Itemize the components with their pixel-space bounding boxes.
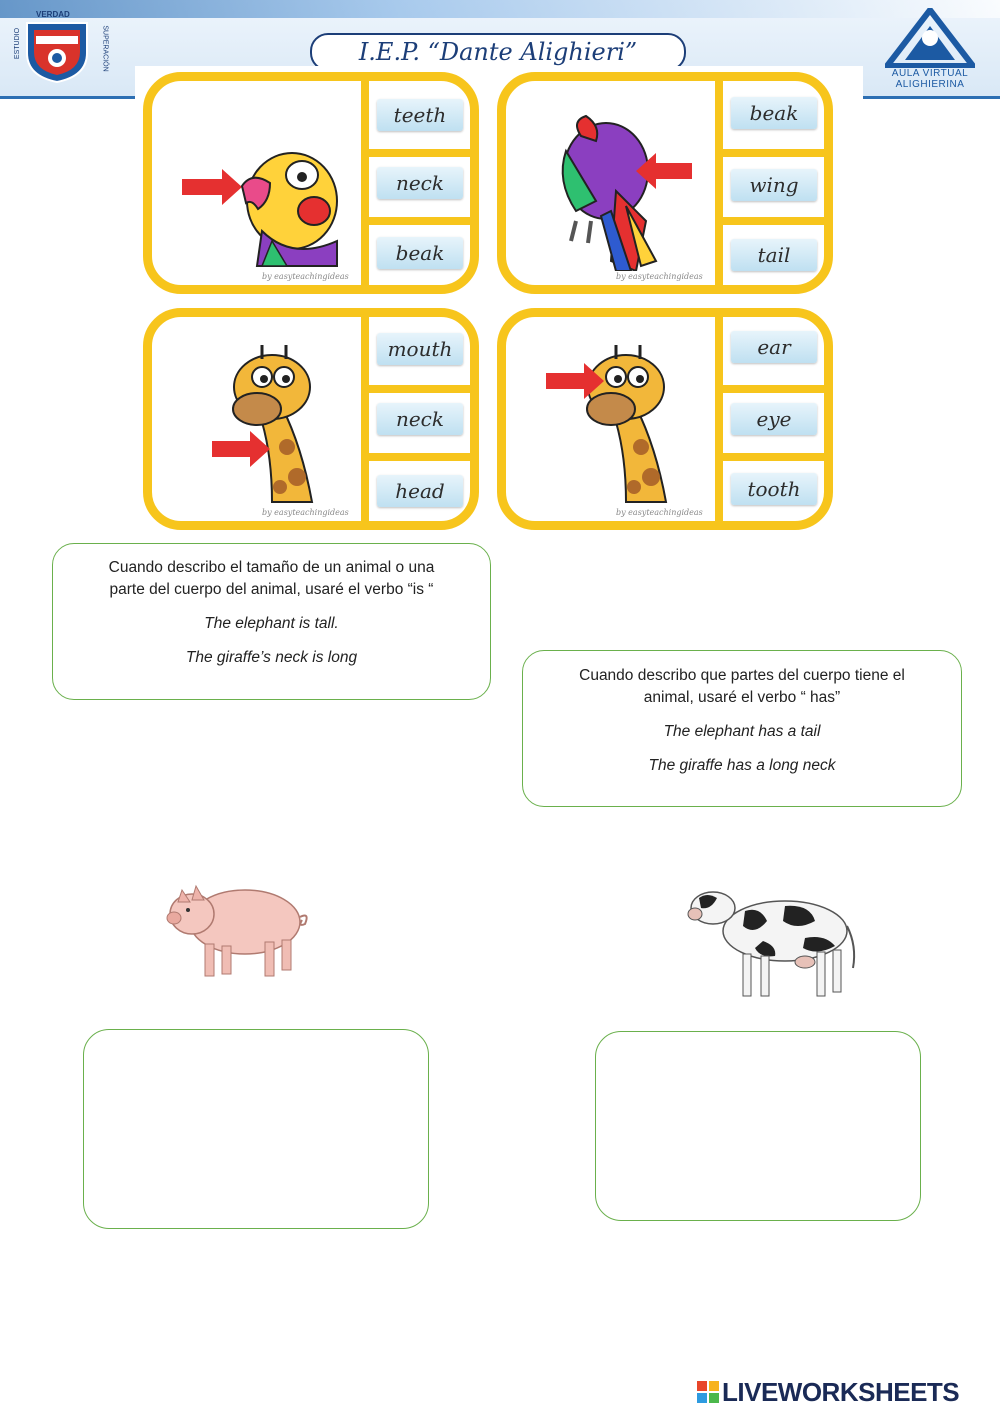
card-credit: by easyteachingideas bbox=[262, 508, 349, 517]
crest-top-label: VERDAD bbox=[36, 10, 70, 19]
word-card-2-1[interactable]: beak bbox=[731, 97, 817, 129]
note-has-line-2: animal, usaré el verbo “ has” bbox=[643, 689, 841, 706]
card-credit: by easyteachingideas bbox=[616, 508, 703, 517]
word-card-1-1[interactable]: teeth bbox=[377, 99, 463, 131]
header-stripe bbox=[0, 0, 1000, 18]
word-card-4-2[interactable]: eye bbox=[731, 403, 817, 435]
card-parrot-body bbox=[497, 72, 833, 294]
word-card-1-3[interactable]: beak bbox=[377, 237, 463, 269]
cow-picture bbox=[685, 876, 865, 1002]
word-card-1-2[interactable]: neck bbox=[377, 167, 463, 199]
note-has-line-1: Cuando describo que partes del cuerpo tiene el bbox=[579, 667, 905, 684]
liveworksheets-icon bbox=[697, 1381, 719, 1403]
liveworksheets-logo bbox=[697, 1377, 959, 1408]
word-card-3-3[interactable]: head bbox=[377, 475, 463, 507]
note-has-example-1: The elephant has a tail bbox=[663, 723, 821, 740]
school-title: I.E.P. “Dante Alighieri” bbox=[310, 33, 686, 71]
giraffe-eye-picture bbox=[516, 327, 711, 507]
note-verb-has bbox=[522, 650, 962, 807]
card-giraffe-eye bbox=[497, 308, 833, 530]
card-giraffe-neck bbox=[143, 308, 479, 530]
body-parts-cards bbox=[135, 66, 863, 532]
word-card-4-1[interactable]: ear bbox=[731, 331, 817, 363]
crest-left-label: ESTUDIO bbox=[14, 27, 22, 60]
card-credit: by easyteachingideas bbox=[262, 272, 349, 281]
card-parrot-head bbox=[143, 72, 479, 294]
answer-box-cow[interactable] bbox=[595, 1031, 921, 1221]
school-crest-icon bbox=[22, 18, 92, 84]
liveworksheets-brand: LIVEWORKSHEETS bbox=[722, 1377, 960, 1407]
pig-picture bbox=[160, 872, 310, 982]
red-arrow-icon bbox=[182, 169, 242, 205]
note-is-example-2: The giraffe’s neck is long bbox=[185, 649, 358, 666]
word-card-2-3[interactable]: tail bbox=[731, 239, 817, 271]
word-card-4-3[interactable]: tooth bbox=[731, 473, 817, 505]
crest-right-label: SUPERACIÓN bbox=[101, 25, 109, 72]
aula-virtual-logo-icon bbox=[885, 8, 975, 68]
giraffe-neck-picture bbox=[162, 327, 357, 507]
red-arrow-icon bbox=[212, 431, 270, 467]
card-credit: by easyteachingideas bbox=[616, 272, 703, 281]
aula-line-1: AULA VIRTUAL bbox=[891, 68, 969, 79]
note-is-line-2: parte del cuerpo del animal, usaré el verbo “is “ bbox=[109, 581, 434, 598]
parrot-head-picture bbox=[162, 91, 357, 271]
word-card-3-2[interactable]: neck bbox=[377, 403, 463, 435]
note-is-example-1: The elephant is tall. bbox=[204, 615, 339, 632]
note-is-line-1: Cuando describo el tamaño de un animal o una bbox=[108, 559, 435, 576]
parrot-body-picture bbox=[516, 91, 711, 271]
aula-virtual-text bbox=[875, 68, 985, 90]
aula-line-2: ALIGHIERINA bbox=[895, 79, 965, 90]
word-card-2-2[interactable]: wing bbox=[731, 169, 817, 201]
note-has-example-2: The giraffe has a long neck bbox=[648, 757, 836, 774]
note-verb-is bbox=[52, 543, 491, 700]
word-card-3-1[interactable]: mouth bbox=[377, 333, 463, 365]
answer-box-pig[interactable] bbox=[83, 1029, 429, 1229]
